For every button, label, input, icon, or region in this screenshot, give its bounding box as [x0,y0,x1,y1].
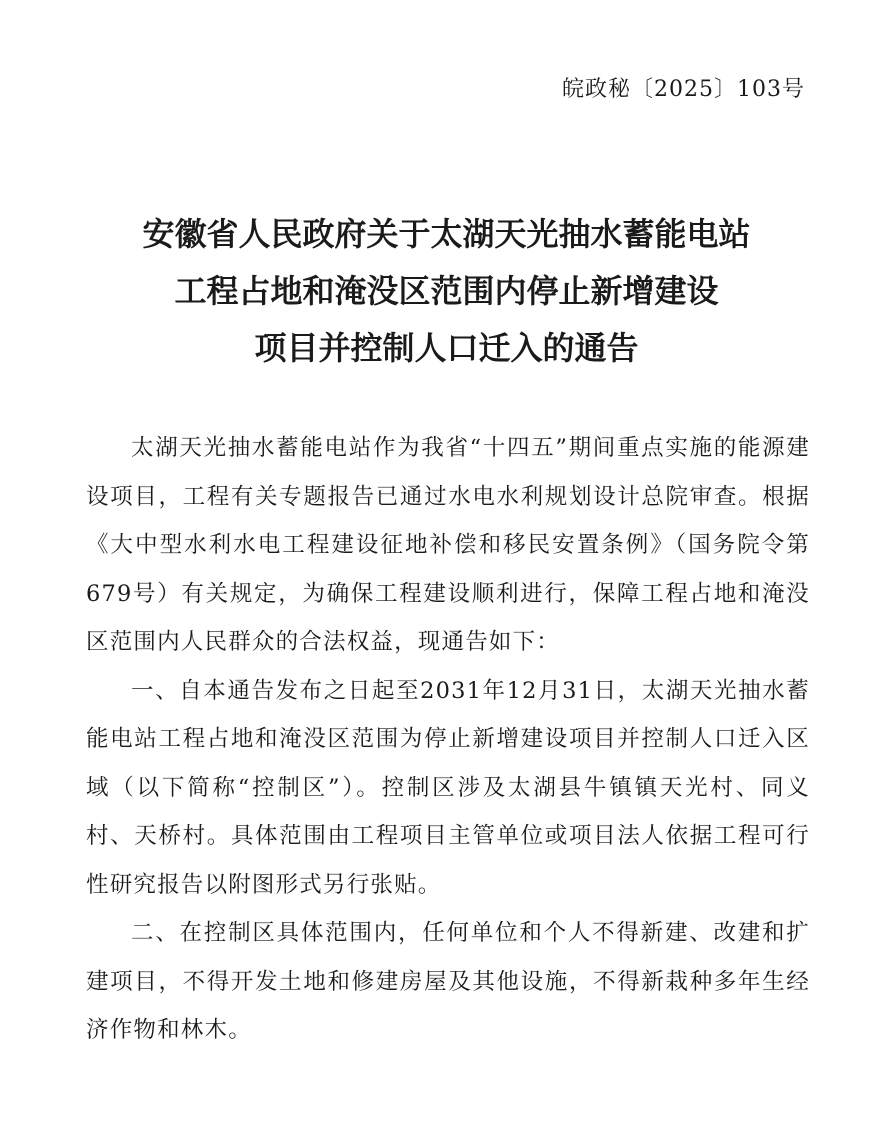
title-line: 安徽省人民政府关于太湖天光抽水蓄能电站 [142,215,751,253]
title-line: 项目并控制人口迁入的通告 [254,329,639,367]
document-title [0,206,893,377]
document-body [86,424,810,1055]
intro-paragraph: 太湖天光抽水蓄能电站作为我省“十四五”期间重点实施的能源建设项目，工程有关专题报告已通过水电水利规划设计总院审查。根据《大中型水利水电工程建设征地补偿和移民安置条例》（国务院令第679号）有关规定，为确保工程建设顺利进行，保障工程占地和淹没区范围内人民群众的合法权益，现通告如下： [86,435,810,655]
clause-paragraph: 一、自本通告发布之日起至2031年12月31日，太湖天光抽水蓄能电站工程占地和淹没区范围为停止新增建设项目并控制人口迁入区域（以下简称“控制区”）。控制区涉及太湖县牛镇镇天光村、同义村、天桥村。具体范围由工程项目主管单位或项目法人依据工程可行性研究报告以附图形式另行张贴。 [86,677,810,898]
clause-paragraph: 二、在控制区具体范围内，任何单位和个人不得新建、改建和扩建项目，不得开发土地和修建房屋及其他设施，不得新栽种多年生经济作物和林木。 [86,920,810,1043]
title-line: 工程占地和淹没区范围内停止新增建设 [174,272,719,310]
document-number: 皖政秘〔2025〕103号 [562,77,805,102]
